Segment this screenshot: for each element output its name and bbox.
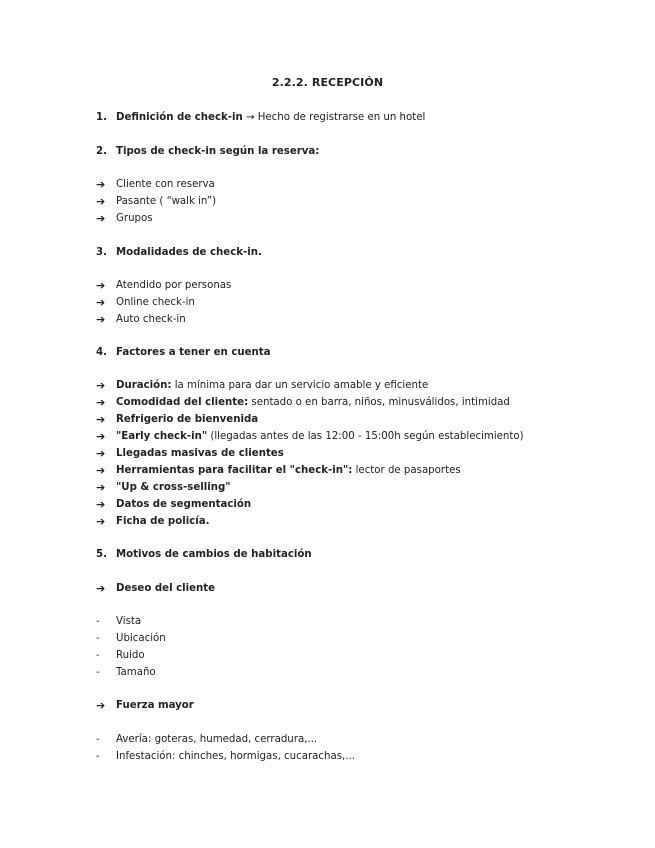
section-heading: Modalidades de check-in. [116, 247, 262, 258]
arrow-icon: ➔ [96, 498, 106, 511]
arrow-icon: ➔ [96, 447, 106, 460]
section-number: 1. [96, 112, 107, 123]
factor-label: Herramientas para facilitar el "check-in": [116, 465, 353, 476]
list-item-text: Atendido por personas [116, 280, 232, 291]
factor-label: Duración: [116, 380, 172, 391]
arrow-icon: ➔ [96, 195, 106, 208]
section-heading: Motivos de cambios de habitación [116, 549, 312, 560]
subgroup-label: Deseo del cliente [116, 583, 216, 594]
list-item-text: Cliente con reserva [116, 179, 215, 190]
factor-detail: (llegadas antes de las 12:00 - 15:00h según establecimiento) [207, 431, 524, 442]
arrow-icon: ➔ [96, 430, 106, 443]
arrow-icon: ➔ [96, 279, 106, 292]
section-definition: → Hecho de registrarse en un hotel [242, 112, 426, 123]
section-heading: Factores a tener en cuenta [116, 347, 271, 358]
list-item-text: Vista [116, 616, 142, 627]
list-item-text: Online check-in [116, 297, 195, 308]
factor-label: Refrigerio de bienvenida [116, 414, 259, 425]
arrow-icon: ➔ [96, 464, 106, 477]
section-number: 4. [96, 347, 107, 358]
subgroup-label: Fuerza mayor [116, 700, 194, 711]
list-item-text: Grupos [116, 213, 153, 224]
dash-bullet: - [96, 734, 100, 745]
list-item-text: Infestación: chinches, hormigas, cucarachas,... [116, 751, 355, 762]
factor-detail: lector de pasaportes [352, 465, 461, 476]
section-number: 2. [96, 146, 107, 157]
factor-label: Ficha de policía. [116, 516, 210, 527]
factor-label: "Early check-in" [116, 431, 208, 442]
arrow-icon: ➔ [96, 296, 106, 309]
factor-detail: la mínima para dar un servicio amable y eficiente [171, 380, 429, 391]
dash-bullet: - [96, 633, 100, 644]
section-number: 5. [96, 549, 107, 560]
list-item-text: Ubicación [116, 633, 166, 644]
dash-bullet: - [96, 667, 100, 678]
arrow-icon: ➔ [96, 178, 106, 191]
list-item-text: Auto check-in [116, 314, 186, 325]
list-item-text: Ruido [116, 650, 145, 661]
section-number: 3. [96, 247, 107, 258]
arrow-icon: ➔ [96, 313, 106, 326]
factor-label: "Up & cross-selling" [116, 482, 231, 493]
dash-bullet: - [96, 650, 100, 661]
factor-detail: sentado o en barra, niños, minusválidos, intimidad [248, 397, 510, 408]
arrow-icon: ➔ [96, 481, 106, 494]
factor-label: Llegadas masivas de clientes [116, 448, 284, 459]
section-title: 2.2.2. RECEPCIÓN [271, 76, 384, 89]
dash-bullet: - [96, 616, 100, 627]
factor-label: Datos de segmentación [116, 499, 252, 510]
arrow-icon: ➔ [96, 396, 106, 409]
list-item-text: Avería: goteras, humedad, cerradura,... [116, 734, 318, 745]
list-item-text: Tamaño [116, 667, 156, 678]
dash-bullet: - [96, 751, 100, 762]
section-heading: Tipos de check-in según la reserva: [116, 146, 320, 157]
arrow-icon: ➔ [96, 379, 106, 392]
factor-label: Comodidad del cliente: [116, 397, 249, 408]
arrow-icon: ➔ [96, 413, 106, 426]
list-item-text: Pasante ( “walk in”) [116, 196, 217, 207]
arrow-icon: ➔ [96, 212, 106, 225]
arrow-icon: ➔ [96, 582, 106, 595]
arrow-icon: ➔ [96, 515, 106, 528]
arrow-icon: ➔ [96, 699, 106, 712]
section-heading: Definición de check-in [116, 112, 243, 123]
